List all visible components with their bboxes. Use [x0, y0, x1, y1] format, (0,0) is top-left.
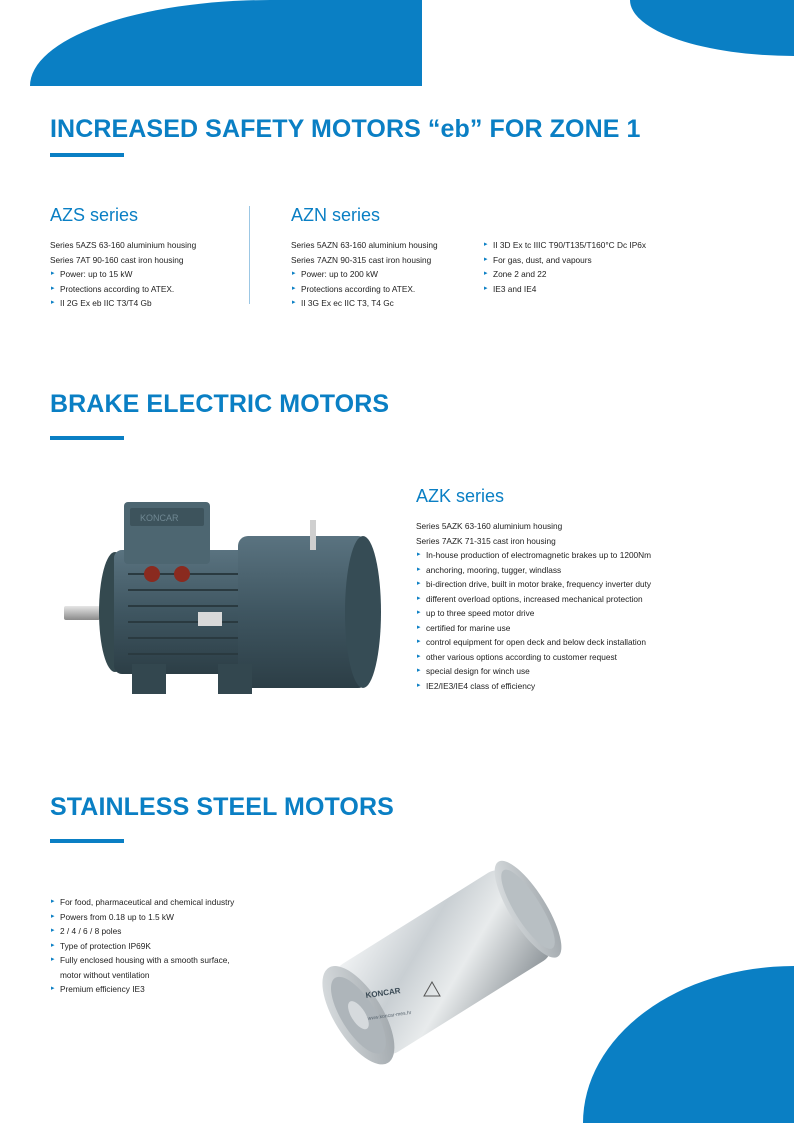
- azk-series-title: AZK series: [416, 486, 505, 506]
- stainless-bullet: ▸ 2 / 4 / 6 / 8 poles: [50, 924, 234, 939]
- azk-bullet: ▸ different overload options, increased mechanical protection: [416, 592, 651, 607]
- azk-bullet: ▸ special design for winch use: [416, 664, 651, 679]
- azs-series-details: [50, 238, 196, 311]
- azk-bullet: ▸ other various options according to customer request: [416, 650, 651, 665]
- azk-line: Series 7AZK 71-315 cast iron housing: [416, 535, 556, 546]
- azs-line: Series 5AZS 63-160 aluminium housing: [50, 240, 197, 250]
- heading-increased-safety: INCREASED SAFETY MOTORS “eb” FOR ZONE 1: [50, 115, 641, 143]
- azn-series-title: AZN series: [291, 205, 381, 225]
- stainless-bullet: ▸ Powers from 0.18 up to 1.5 kW: [50, 910, 234, 925]
- azk-bullet: ▸ In-house production of electromagnetic brakes up to 1200Nm: [416, 548, 651, 563]
- stainless-bullet-continuation: motor without ventilation: [60, 969, 150, 980]
- heading-underline: [50, 153, 124, 157]
- heading-underline: [50, 839, 124, 843]
- azs-series-title: AZS series: [50, 205, 139, 225]
- stainless-bullet: ▸ Premium efficiency IE3: [50, 982, 234, 997]
- stainless-bullet: ▸ Type of protection IP69K: [50, 939, 234, 954]
- azk-bullet: ▸ IE2/IE3/IE4 class of efficiency: [416, 679, 651, 694]
- azn-bullet: ▸ II 3D Ex tc IIIC T90/T135/T160°C Dc IP6x: [483, 238, 646, 253]
- azn-series-details-column-2: [483, 238, 646, 296]
- azs-bullet-list: [50, 267, 196, 311]
- stainless-motor-url-text: www.koncar-mes.hr: [367, 1009, 412, 1022]
- azn-bullet-list-2: [483, 238, 646, 296]
- azn-bullet: ▸ Protections according to ATEX.: [291, 282, 438, 297]
- heading-stainless-steel-motors: STAINLESS STEEL MOTORS: [50, 793, 394, 821]
- azk-bullet: ▸ bi-direction drive, built in motor brake, frequency inverter duty: [416, 577, 651, 592]
- azk-bullet: ▸ anchoring, mooring, tugger, windlass: [416, 563, 651, 578]
- stainless-bullet-text: Fully enclosed housing with a smooth surface,: [60, 955, 230, 965]
- azs-bullet: ▸ II 2G Ex eb IIC T3/T4 Gb: [50, 296, 196, 311]
- azk-series-details: [416, 519, 651, 693]
- azn-bullet: ▸ Zone 2 and 22: [483, 267, 646, 282]
- stainless-bullet: ▸ For food, pharmaceutical and chemical industry: [50, 895, 234, 910]
- decorative-shape-bottom-right: [583, 966, 794, 1123]
- brake-motor-image: [58, 494, 388, 714]
- azn-line: Series 7AZN 90-315 cast iron housing: [291, 254, 432, 265]
- stainless-motor-brand-text: KONCAR: [365, 986, 402, 1000]
- heading-brake-electric-motors: BRAKE ELECTRIC MOTORS: [50, 390, 390, 418]
- decorative-shape-top-right: [630, 0, 794, 56]
- heading-underline: [50, 436, 124, 440]
- azs-bullet: ▸ Power: up to 15 kW: [50, 267, 196, 282]
- azn-bullet: ▸ II 3G Ex ec IIC T3, T4 Gc: [291, 296, 438, 311]
- azs-bullet: ▸ Protections according to ATEX.: [50, 282, 196, 297]
- azk-line: Series 5AZK 63-160 aluminium housing: [416, 521, 563, 531]
- stainless-details: [50, 895, 234, 997]
- stainless-bullet-list: [50, 895, 234, 997]
- azk-bullet-list: [416, 548, 651, 693]
- stainless-motor-image: [312, 838, 574, 1082]
- column-divider: [249, 206, 250, 304]
- azk-bullet: ▸ certified for marine use: [416, 621, 651, 636]
- azs-line: Series 7AT 90-160 cast iron housing: [50, 254, 184, 265]
- azk-bullet: ▸ up to three speed motor drive: [416, 606, 651, 621]
- azn-bullet: ▸ For gas, dust, and vapours: [483, 253, 646, 268]
- azn-bullet: ▸ Power: up to 200 kW: [291, 267, 438, 282]
- decorative-shape-top-left: [30, 0, 422, 86]
- azn-bullet-list: [291, 267, 438, 311]
- azn-bullet: ▸ IE3 and IE4: [483, 282, 646, 297]
- azn-series-details: [291, 238, 438, 311]
- stainless-bullet: [50, 953, 234, 982]
- azn-line: Series 5AZN 63-160 aluminium housing: [291, 240, 438, 250]
- brake-motor-brand-text: KONCAR: [140, 513, 179, 523]
- azk-bullet: ▸ control equipment for open deck and below deck installation: [416, 635, 651, 650]
